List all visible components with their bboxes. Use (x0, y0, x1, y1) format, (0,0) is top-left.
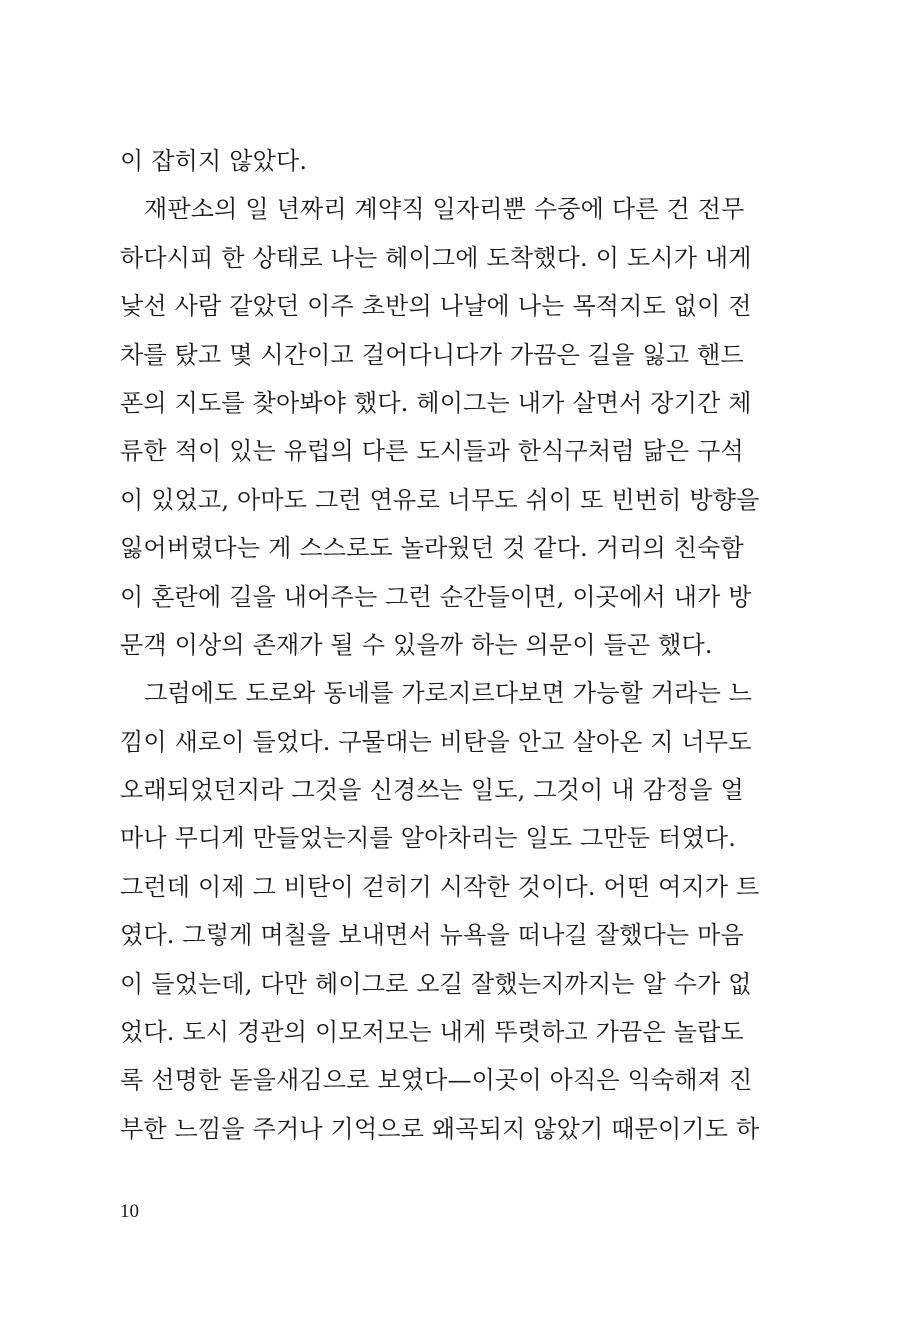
body-text (120, 137, 760, 1153)
text-line: 오래되었던지라 그것을 신경쓰는 일도, 그것이 내 감정을 얼 (120, 776, 744, 805)
text-line: 록 선명한 돋을새김으로 보였다—이곳이 아직은 익숙해져 진 (120, 1066, 753, 1095)
text-line: 그런데 이제 그 비탄이 걷히기 시작한 것이다. 어떤 여지가 트 (120, 872, 760, 901)
text-line: 그럼에도 도로와 동네를 가로지르다보면 가능할 거라는 느 (144, 679, 753, 708)
text-line: 이 잡히지 않았다. (120, 147, 308, 175)
text-line: 하다시피 한 상태로 나는 헤이그에 도착했다. 이 도시가 내게 (120, 243, 752, 272)
text-line: 잃어버렸다는 게 스스로도 놀라웠던 것 같다. 거리의 친숙함 (120, 534, 744, 563)
text-line: 낌이 새로이 들었다. 구물대는 비탄을 안고 살아온 지 너무도 (120, 727, 752, 756)
text-line: 낯선 사람 같았던 이주 초반의 나날에 나는 목적지도 없이 전 (120, 292, 752, 321)
text-line: 였다. 그렇게 며칠을 보내면서 뉴욕을 떠나길 잘했다는 마음 (120, 921, 744, 950)
text-line: 폰의 지도를 찾아봐야 했다. 헤이그는 내가 살면서 장기간 체 (120, 388, 752, 417)
text-line: 류한 적이 있는 유럽의 다른 도시들과 한식구처럼 닮은 구석 (120, 437, 744, 466)
text-line: 이 있었고, 아마도 그런 연유로 너무도 쉬이 또 빈번히 방향을 (120, 485, 760, 514)
text-line: 부한 느낌을 주거나 기억으로 왜곡되지 않았기 때문이기도 하 (120, 1114, 760, 1143)
text-line: 마나 무디게 만들었는지를 알아차리는 일도 그만둔 터였다. (120, 824, 737, 853)
text-line: 었다. 도시 경관의 이모저모는 내게 뚜렷하고 가끔은 놀랍도 (120, 1018, 744, 1047)
text-line: 이 들었는데, 다만 헤이그로 오길 잘했는지까지는 알 수가 없 (120, 969, 752, 998)
text-line: 이 혼란에 길을 내어주는 그런 순간들이면, 이곳에서 내가 방 (120, 582, 752, 611)
text-line: 차를 탔고 몇 시간이고 걸어다니다가 가끔은 길을 잃고 핸드 (120, 340, 744, 369)
text-line: 문객 이상의 존재가 될 수 있을까 하는 의문이 들곤 했다. (120, 630, 713, 659)
text-line: 재판소의 일 년짜리 계약직 일자리뿐 수중에 다른 건 전무 (144, 195, 745, 224)
page-number: 10 (120, 1201, 139, 1222)
